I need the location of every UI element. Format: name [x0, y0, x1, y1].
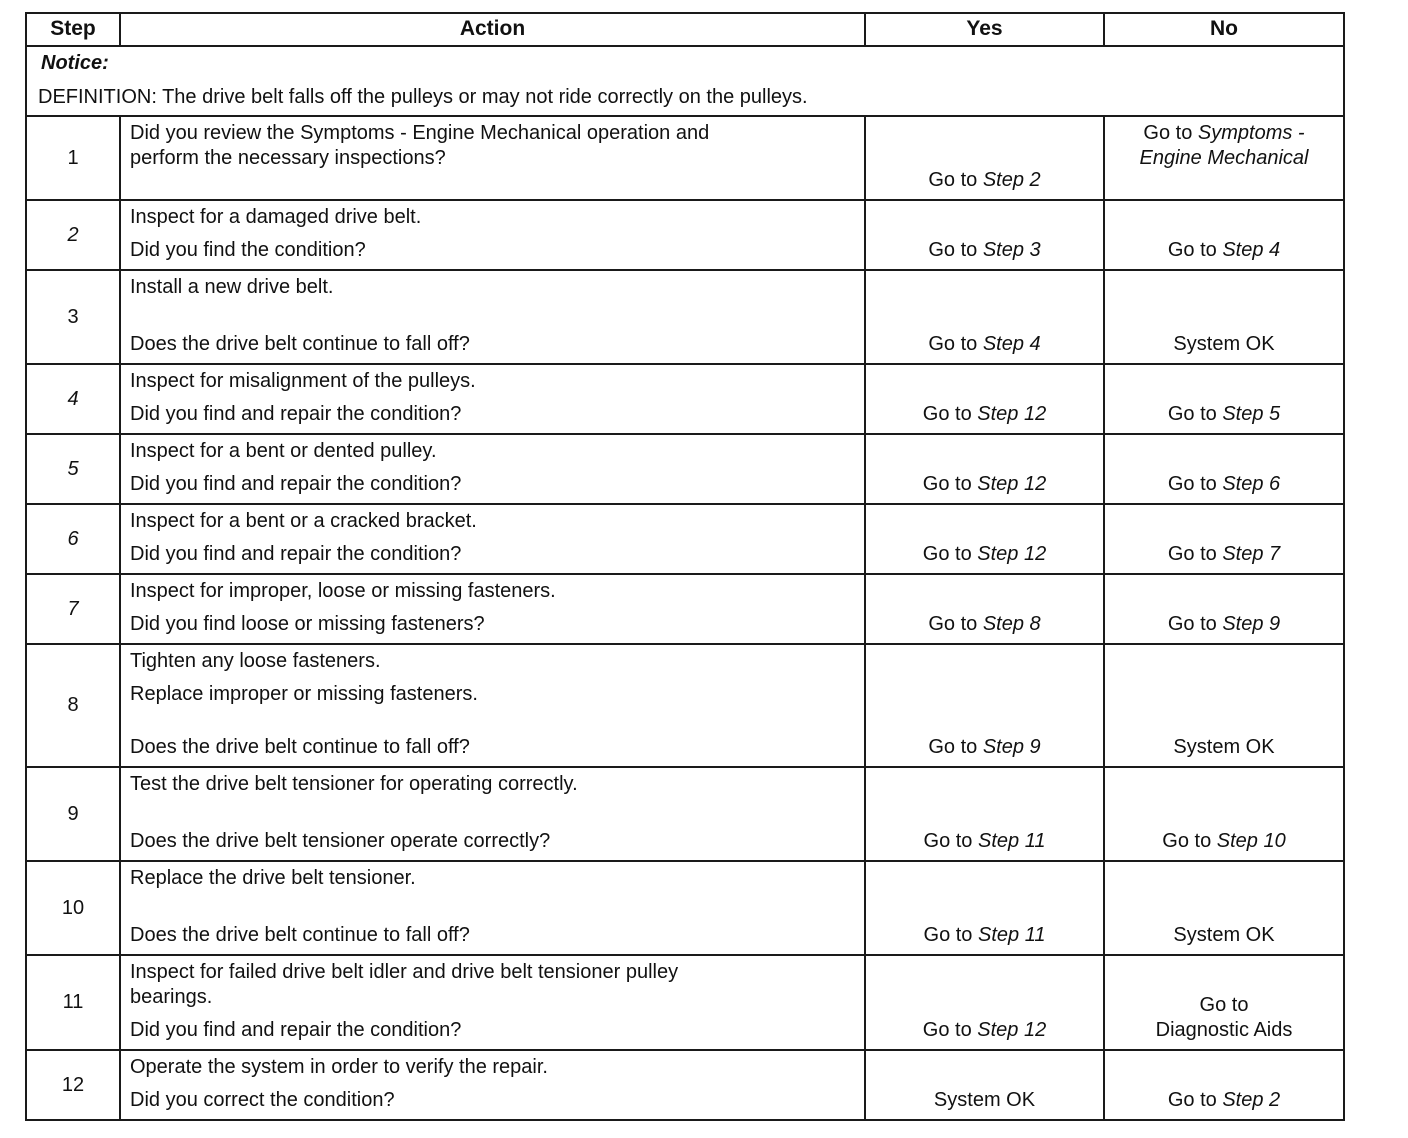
yes-cell [865, 767, 1104, 861]
no-cell [1104, 270, 1344, 364]
step-link[interactable]: Step 6 [1222, 473, 1281, 495]
goto-prefix: Go to [922, 543, 978, 565]
action-line: perform the necessary inspections? [130, 147, 446, 169]
table-row [26, 955, 1344, 1050]
header-step: Step [26, 13, 120, 46]
step-link[interactable]: Step 4 [1222, 239, 1281, 261]
action-line: Does the drive belt continue to fall off? [130, 333, 470, 355]
step-number: 2 [26, 200, 120, 270]
step-number: 7 [26, 574, 120, 644]
step-number: 4 [26, 364, 120, 434]
action-line: Did you find and repair the condition? [130, 1019, 462, 1041]
step-link[interactable]: Step 12 [977, 1019, 1047, 1041]
goto-prefix: Go to [923, 924, 978, 946]
action-line: Did you find and repair the condition? [130, 473, 462, 495]
diagnostic-table-container [25, 12, 1343, 1121]
goto-prefix: Go to [928, 333, 983, 355]
no-cell [1104, 434, 1344, 504]
table-row [26, 434, 1344, 504]
action-cell [120, 574, 865, 644]
step-link[interactable]: Step 12 [977, 473, 1047, 495]
goto-prefix: Go to [928, 239, 983, 261]
yes-cell [865, 116, 1104, 200]
no-cell [1104, 644, 1344, 767]
action-cell [120, 434, 865, 504]
no-cell [1104, 364, 1344, 434]
action-line: Inspect for improper, loose or missing fasteners. [130, 580, 556, 602]
header-no: No [1104, 13, 1344, 46]
symptoms-link[interactable]: Symptoms - [1197, 122, 1305, 144]
action-line: Inspect for a bent or dented pulley. [130, 440, 437, 462]
system-ok-text: System OK [1173, 736, 1275, 758]
step-link[interactable]: Step 9 [1222, 613, 1281, 635]
notice-cell [26, 46, 1344, 116]
action-line: bearings. [130, 986, 213, 1008]
table-row [26, 364, 1344, 434]
action-cell [120, 1050, 865, 1120]
step-link[interactable]: Step 7 [1222, 543, 1281, 565]
action-line: Install a new drive belt. [130, 276, 334, 298]
action-line: Inspect for failed drive belt idler and drive belt tensioner pulley [130, 961, 679, 983]
no-cell [1104, 955, 1344, 1050]
table-row [26, 200, 1344, 270]
no-cell [1104, 116, 1344, 200]
no-cell [1104, 504, 1344, 574]
action-cell [120, 861, 865, 955]
no-cell [1104, 200, 1344, 270]
notice-row [26, 46, 1344, 116]
yes-cell [865, 574, 1104, 644]
goto-prefix: Go to [923, 830, 978, 852]
action-line: Replace the drive belt tensioner. [130, 867, 416, 889]
goto-prefix: Go to [1162, 830, 1217, 852]
step-link[interactable]: Step 2 [982, 169, 1041, 191]
header-yes: Yes [865, 13, 1104, 46]
action-cell [120, 767, 865, 861]
goto-prefix: Go to [928, 613, 983, 635]
action-line: Did you find loose or missing fasteners? [130, 613, 485, 635]
goto-prefix: Go to [1143, 122, 1198, 144]
step-link[interactable]: Step 11 [978, 924, 1046, 946]
step-link[interactable]: Step 5 [1222, 403, 1281, 425]
goto-prefix: Go to [922, 403, 978, 425]
action-line: Did you find and repair the condition? [130, 543, 462, 565]
yes-cell [865, 1050, 1104, 1120]
goto-prefix: Go to [1167, 1089, 1223, 1111]
action-cell [120, 270, 865, 364]
step-link[interactable]: Step 4 [982, 333, 1041, 355]
goto-prefix: Go to [1199, 994, 1249, 1016]
goto-prefix: Go to [1167, 473, 1223, 495]
table-row [26, 574, 1344, 644]
action-line: Operate the system in order to verify the repair. [130, 1056, 548, 1078]
goto-prefix: Go to [1167, 403, 1223, 425]
action-cell [120, 200, 865, 270]
no-cell [1104, 861, 1344, 955]
step-link[interactable]: Step 12 [977, 543, 1047, 565]
no-cell [1104, 574, 1344, 644]
step-link[interactable]: Step 12 [977, 403, 1047, 425]
step-number: 6 [26, 504, 120, 574]
table-row [26, 270, 1344, 364]
goto-prefix: Go to [922, 1019, 978, 1041]
goto-prefix: Go to [928, 169, 983, 191]
action-line: Did you review the Symptoms - Engine Mechanical operation and [130, 122, 710, 144]
action-line: Does the drive belt continue to fall off? [130, 736, 470, 758]
action-line: Test the drive belt tensioner for operating correctly. [130, 773, 578, 795]
no-cell [1104, 1050, 1344, 1120]
goto-prefix: Go to [1167, 543, 1223, 565]
action-cell [120, 644, 865, 767]
action-cell [120, 364, 865, 434]
yes-cell [865, 955, 1104, 1050]
step-number: 3 [26, 270, 120, 364]
step-number: 12 [26, 1050, 120, 1120]
table-row [26, 1050, 1344, 1120]
diagnostic-table [25, 12, 1345, 1121]
step-link[interactable]: Step 3 [982, 239, 1041, 261]
action-line: Inspect for misalignment of the pulleys. [130, 370, 476, 392]
action-line: Did you find and repair the condition? [130, 403, 462, 425]
table-row [26, 767, 1344, 861]
table-row [26, 116, 1344, 200]
yes-cell [865, 270, 1104, 364]
goto-prefix: Go to [1167, 613, 1223, 635]
yes-cell [865, 644, 1104, 767]
symptoms-link-line2[interactable]: Engine Mechanical [1139, 147, 1309, 169]
step-link[interactable]: Step 10 [1216, 830, 1286, 852]
action-line: Tighten any loose fasteners. [130, 650, 381, 672]
action-line: Did you correct the condition? [130, 1089, 395, 1111]
action-cell [120, 116, 865, 200]
action-cell [120, 955, 865, 1050]
yes-cell [865, 504, 1104, 574]
action-line: Replace improper or missing fasteners. [130, 683, 478, 705]
no-cell [1104, 767, 1344, 861]
table-row [26, 861, 1344, 955]
yes-cell [865, 434, 1104, 504]
table-row [26, 644, 1344, 767]
system-ok-text: System OK [1173, 333, 1275, 355]
step-number: 11 [26, 955, 120, 1050]
diagnostic-aids-link[interactable]: Diagnostic Aids [1155, 1019, 1293, 1041]
notice-label: Notice: [41, 52, 109, 74]
step-number: 9 [26, 767, 120, 861]
yes-cell [865, 861, 1104, 955]
step-number: 8 [26, 644, 120, 767]
step-link[interactable]: Step 11 [978, 830, 1046, 852]
step-number: 1 [26, 116, 120, 200]
goto-prefix: Go to [922, 473, 978, 495]
yes-cell [865, 200, 1104, 270]
action-line: Inspect for a bent or a cracked bracket. [130, 510, 477, 532]
table-row [26, 504, 1344, 574]
action-line: Does the drive belt tensioner operate correctly? [130, 830, 551, 852]
header-row [26, 13, 1344, 46]
goto-prefix: Go to [928, 736, 983, 758]
action-line: Does the drive belt continue to fall off? [130, 924, 470, 946]
action-line: Inspect for a damaged drive belt. [130, 206, 422, 228]
action-line: Did you find the condition? [130, 239, 366, 261]
system-ok-text: System OK [933, 1089, 1036, 1111]
yes-cell [865, 364, 1104, 434]
step-link[interactable]: Step 8 [982, 613, 1041, 635]
goto-prefix: Go to [1167, 239, 1223, 261]
step-number: 5 [26, 434, 120, 504]
step-number: 10 [26, 861, 120, 955]
header-action: Action [120, 13, 865, 46]
notice-definition: DEFINITION: The drive belt falls off the pulleys or may not ride correctly on the pulleys. [38, 86, 808, 108]
step-link[interactable]: Step 2 [1222, 1089, 1281, 1111]
step-link[interactable]: Step 9 [982, 736, 1041, 758]
action-cell [120, 504, 865, 574]
system-ok-text: System OK [1173, 924, 1275, 946]
